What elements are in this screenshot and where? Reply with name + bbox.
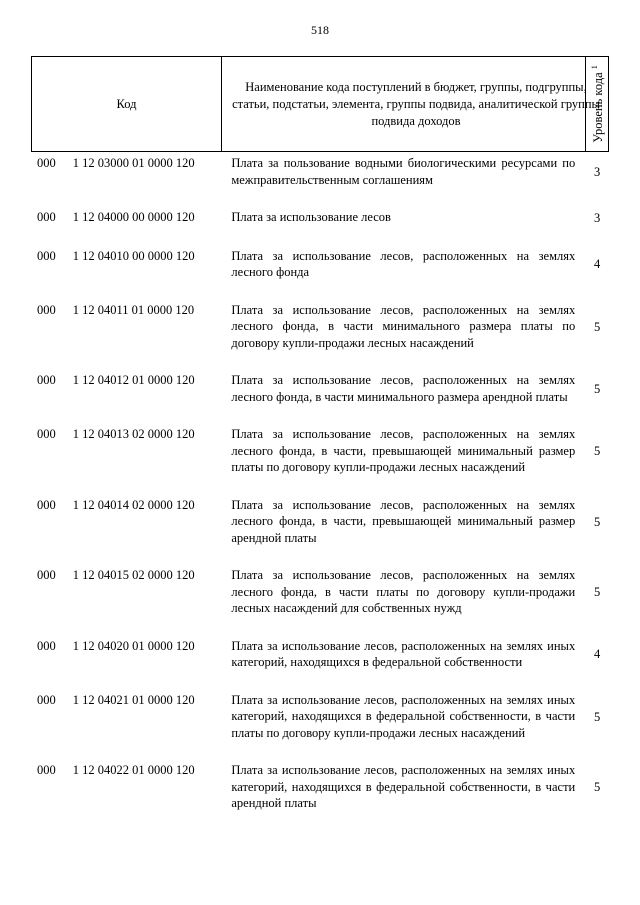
row-admin-code: 000 xyxy=(37,373,56,387)
row-admin-code: 000 xyxy=(37,568,56,582)
row-income-name: Плата за использование лесов, расположенных на землях иных категорий, находящихся в федеральной собственности, в части арендной платы xyxy=(231,763,576,810)
row-income-name: Плата за использование лесов, расположенных на землях лесного фонда, в части, превышающей минимальный размер платы по договору купли-продажи лесных насаждений xyxy=(231,427,576,474)
row-admin-code: 000 xyxy=(37,156,56,170)
row-code-level: 3 xyxy=(593,164,601,179)
row-admin-code: 000 xyxy=(37,497,56,512)
row-code-level: 3 xyxy=(593,211,601,225)
row-income-name: Плата за использование лесов, расположенных на землях лесного фонда xyxy=(231,248,576,279)
table-row xyxy=(31,689,609,742)
row-income-name: Плата за пользование водными биологическими ресурсами по межправительственным соглашениям xyxy=(231,156,576,187)
row-code-level: 5 xyxy=(593,381,601,396)
row-admin-code: 000 xyxy=(37,302,56,317)
row-admin-code: 000 xyxy=(37,692,56,707)
row-income-name: Плата за использование лесов, расположенных на землях иных категорий, находящихся в федеральной собственности, в части платы по договору купли-продажи лесных насаждений xyxy=(231,692,576,740)
header-level xyxy=(585,57,609,151)
header-code: Код xyxy=(32,57,222,151)
row-code-level: 5 xyxy=(593,780,601,794)
row-admin-code: 000 xyxy=(37,210,56,224)
table-header xyxy=(31,56,609,152)
row-admin-code: 000 xyxy=(37,427,56,441)
row-income-code: 1 12 03000 01 0000 120 xyxy=(72,156,195,170)
row-income-code: 1 12 04020 01 0000 120 xyxy=(72,638,195,653)
table-row xyxy=(31,206,609,227)
row-income-name: Плата за использование лесов, расположенных на землях лесного фонда, в части, превышающей минимальный размер арендной платы xyxy=(231,497,576,545)
row-code-level: 5 xyxy=(593,319,601,334)
row-code-level: 5 xyxy=(593,514,601,529)
row-code-level: 4 xyxy=(593,647,601,662)
table-row xyxy=(31,369,609,405)
table-row xyxy=(31,299,609,352)
row-income-code: 1 12 04021 01 0000 120 xyxy=(72,692,195,707)
row-income-code: 1 12 04012 01 0000 120 xyxy=(72,373,195,387)
header-name xyxy=(222,57,610,151)
row-income-name: Плата за использование лесов, расположенных на землях лесного фонда, в части платы по договору купли-продажи лесных насаждений для собственных нужд xyxy=(231,568,576,615)
table-row xyxy=(31,635,609,671)
row-code-level: 5 xyxy=(593,585,601,599)
row-income-code: 1 12 04013 02 0000 120 xyxy=(72,427,195,441)
header-level-label: Уровень кода xyxy=(590,72,605,143)
table-row xyxy=(31,152,609,188)
row-income-code: 1 12 04011 01 0000 120 xyxy=(72,302,195,317)
row-income-code: 1 12 04014 02 0000 120 xyxy=(72,497,195,512)
row-admin-code: 000 xyxy=(37,763,56,777)
row-income-name: Плата за использование лесов, расположенных на землях лесного фонда, в части минимального размера арендной платы xyxy=(231,373,576,404)
table-row xyxy=(31,423,609,476)
table-row xyxy=(31,564,609,617)
row-income-name: Плата за использование лесов xyxy=(231,210,391,224)
row-code-level: 5 xyxy=(593,444,601,458)
row-income-code: 1 12 04010 00 0000 120 xyxy=(72,248,195,263)
header-level-text xyxy=(589,65,605,143)
row-income-code: 1 12 04022 01 0000 120 xyxy=(72,763,195,777)
row-code-level: 4 xyxy=(593,257,601,272)
header-level-footnote: 1 xyxy=(589,65,599,70)
row-admin-code: 000 xyxy=(37,638,56,653)
table-row xyxy=(31,494,609,547)
row-code-level: 5 xyxy=(593,709,601,724)
header-name-label: Наименование кода поступлений в бюджет, группы, подгруппы, статьи, подстатьи, элемента, группы подвида, аналитической группы подвида доходов xyxy=(232,79,600,128)
row-income-code: 1 12 04000 00 0000 120 xyxy=(72,210,195,224)
row-income-code: 1 12 04015 02 0000 120 xyxy=(72,568,195,582)
row-admin-code: 000 xyxy=(37,248,56,263)
page-number: 518 xyxy=(311,23,329,37)
row-income-name: Плата за использование лесов, расположенных на землях иных категорий, находящихся в федеральной собственности xyxy=(231,638,576,669)
table-row xyxy=(31,245,609,281)
table-row xyxy=(31,759,609,812)
row-income-name: Плата за использование лесов, расположенных на землях лесного фонда, в части минимального размера платы по договору купли-продажи лесных насаждений xyxy=(231,302,576,350)
table-body xyxy=(31,152,609,830)
